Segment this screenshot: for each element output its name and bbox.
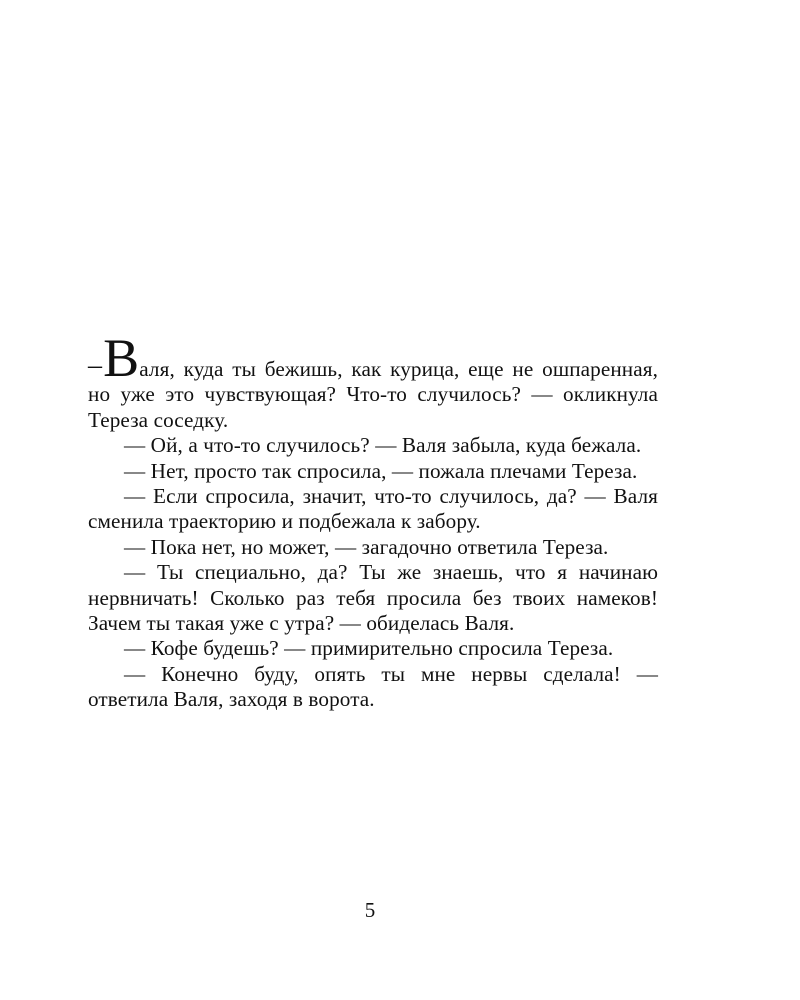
paragraph: — Конечно буду, опять ты мне нервы сделала! — ответила Валя, заходя в ворота. — [88, 661, 658, 712]
page-number: 5 — [364, 898, 376, 922]
paragraph: — Нет, просто так спросила, — пожала плечами Тереза. — [124, 458, 638, 483]
opening-paragraph — [88, 328, 658, 433]
paragraph: — Кофе будешь? — примирительно спросила Тереза. — [124, 636, 614, 661]
paragraph: — Пока нет, но может, — загадочно ответила Тереза. — [124, 534, 609, 559]
paragraph: — Ты специально, да? Ты же знаешь, что я начинаю нервничать! Сколько раз тебя просила без твоих намеков! Зачем ты такая уже с утра? — обиделась Валя. — [88, 560, 658, 636]
opening-paragraph-text: аля, куда ты бежишь, как курица, еще не ошпаренная, но уже это чувствующая? Что-то случилось? — окликнула Тереза соседку. — [88, 357, 658, 432]
drop-cap-letter: В — [103, 328, 140, 388]
paragraph: — Ой, а что-то случилось? — Валя забыла, куда бежала. — [124, 433, 642, 458]
body-text — [88, 328, 658, 713]
opening-dash: – — [88, 350, 103, 381]
paragraph: — Если спросила, значит, что-то случилось, да? — Валя сменила траекторию и подбежала к забору. — [88, 484, 658, 534]
